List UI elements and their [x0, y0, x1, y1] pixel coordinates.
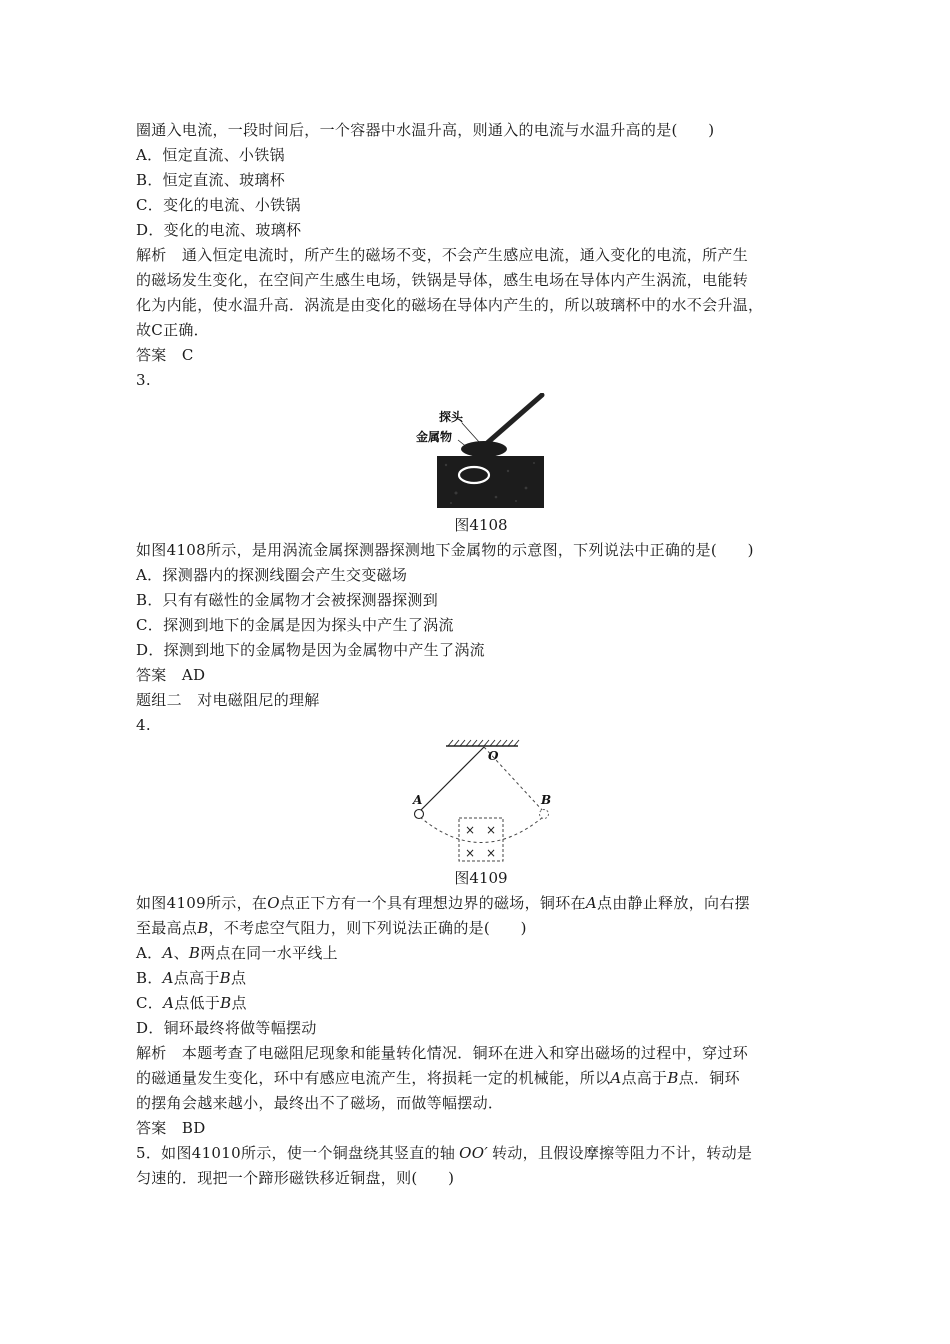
- metal-detector-figure: [136, 393, 826, 513]
- field-cross: ×: [486, 823, 497, 837]
- q3-option-c: C．探测到地下的金属是因为探头中产生了涡流: [136, 616, 454, 634]
- q4-analysis-line: 的摆角会越来越小，最终出不了磁场，而做等幅摆动．: [136, 1094, 504, 1112]
- figure-caption-4108: 图4108: [454, 516, 508, 534]
- ground-block: [437, 456, 544, 508]
- probe-rod: [486, 395, 542, 444]
- q3-option-a: A．探测器内的探测线圈会产生交变磁场: [136, 566, 408, 584]
- document-page: [136, 118, 826, 1191]
- point-label-b: B: [541, 793, 552, 807]
- field-cross: ×: [465, 823, 476, 837]
- swing-arc: [420, 817, 543, 843]
- pendulum-string: [420, 747, 484, 811]
- q2-stem: 圈通入电流，一段时间后，一个容器中水温升高，则通入的电流与水温升高的是( ): [136, 121, 715, 139]
- q2-analysis-line: 的磁场发生变化，在空间产生感生电场，铁锅是导体，感生电场在导体内产生涡流，电能转: [136, 271, 749, 289]
- pivot-label-o: O: [488, 749, 499, 763]
- q4-option-b: B．A点高于B点: [136, 969, 247, 987]
- q4-option-c: C．A点低于B点: [136, 994, 247, 1012]
- q4-answer: 答案 BD: [136, 1119, 206, 1137]
- metal-detector-illustration: [416, 393, 546, 511]
- q3-stem: 如图4108所示，是用涡流金属探测器探测地下金属物的示意图，下列说法中正确的是( ): [136, 541, 754, 559]
- q2-analysis-line: 化为内能，使水温升高．涡流是由变化的磁场在导体内产生的，所以玻璃杯中的水不会升温，: [136, 296, 764, 314]
- probe-head: [461, 441, 507, 457]
- q2-analysis-line: 解析 通入恒定电流时，所产生的磁场不变，不会产生感应电流，通入变化的电流，所产生: [136, 246, 749, 264]
- q2-option-a: A．恒定直流、小铁锅: [136, 146, 285, 164]
- q4-number: 4.: [136, 716, 151, 734]
- q3-answer: 答案 AD: [136, 666, 206, 684]
- q2-option-b: B．恒定直流、玻璃杯: [136, 171, 286, 189]
- metal-object-label: 金属物: [416, 430, 453, 444]
- point-label-a: A: [413, 793, 423, 807]
- probe-label: 探头: [439, 410, 464, 424]
- q5-stem-line-2: 匀速的．现把一个蹄形磁铁移近铜盘，则( ): [136, 1169, 455, 1187]
- q2-option-d: D．变化的电流、玻璃杯: [136, 221, 302, 239]
- q4-option-d: D．铜环最终将做等幅摆动: [136, 1019, 317, 1037]
- field-cross: ×: [465, 846, 476, 860]
- field-cross: ×: [486, 846, 497, 860]
- pendulum-illustration: [406, 738, 556, 864]
- question-group-heading: 题组二 对电磁阻尼的理解: [136, 691, 320, 709]
- q2-answer: 答案 C: [136, 346, 194, 364]
- q3-option-d: D．探测到地下的金属物是因为金属物中产生了涡流: [136, 641, 485, 659]
- q3-option-b: B．只有有磁性的金属物才会被探测器探测到: [136, 591, 439, 609]
- pendulum-figure: [136, 738, 826, 866]
- q4-option-a: A．A、B两点在同一水平线上: [136, 944, 338, 962]
- q5-stem-line-1: 5．如图41010所示，使一个铜盘绕其竖直的轴 OO′ 转动，且假设摩擦等阻力不计，转动是: [136, 1144, 753, 1162]
- copper-ring-b: [540, 810, 549, 819]
- q2-analysis-line: 故C正确．: [136, 321, 209, 339]
- pendulum-string-dashed: [484, 747, 543, 811]
- q2-option-c: C．变化的电流、小铁锅: [136, 196, 301, 214]
- q4-stem-line-1: 如图4109所示，在O点正下方有一个具有理想边界的磁场，铜环在A点由静止释放，向右摆: [136, 894, 750, 912]
- q4-analysis-line: 的磁通量发生变化，环中有感应电流产生，将损耗一定的机械能，所以A点高于B点．铜环: [136, 1069, 740, 1087]
- q3-number: 3.: [136, 371, 151, 389]
- copper-ring-a: [415, 810, 424, 819]
- figure-caption-4109: 图4109: [454, 869, 508, 887]
- q4-stem-line-2: 至最高点B，不考虑空气阻力，则下列说法正确的是( ): [136, 919, 527, 937]
- q4-analysis-line: 解析 本题考查了电磁阻尼现象和能量转化情况．铜环在进入和穿出磁场的过程中，穿过环: [136, 1044, 749, 1062]
